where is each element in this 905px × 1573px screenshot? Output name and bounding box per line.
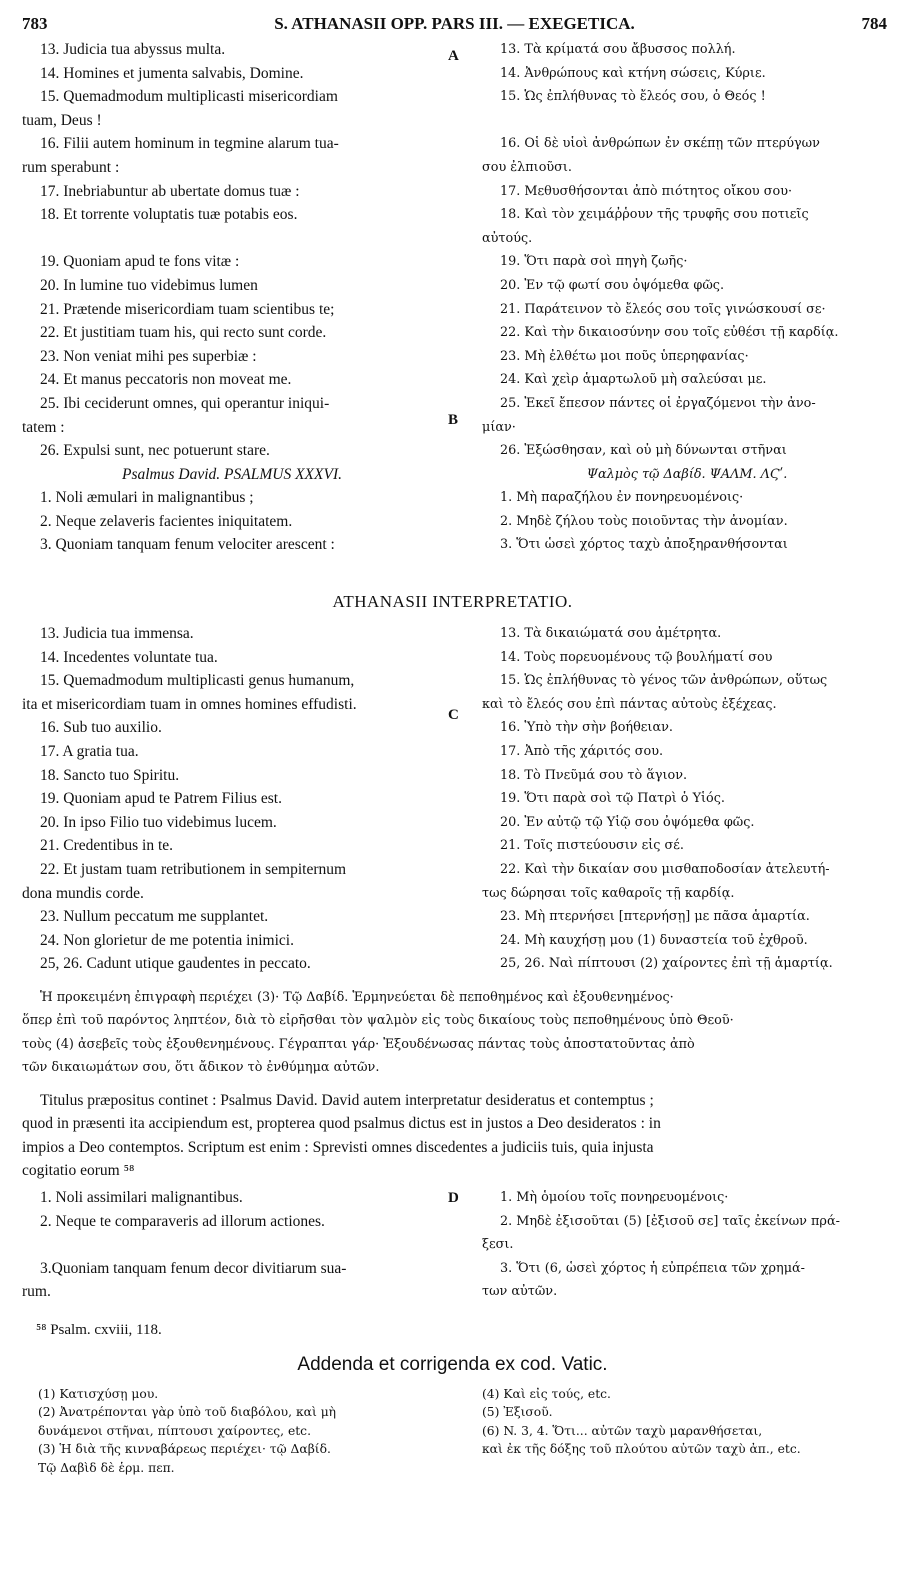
latin-commentary-paragraph <box>22 1089 884 1183</box>
psalm-latin-column <box>22 38 442 557</box>
text-line: 1. Noli assimilari malignantibus. <box>40 1189 243 1206</box>
text-line: rum. <box>22 1283 51 1301</box>
text-line: 19. Ὅτι παρὰ σοὶ πηγὴ ζωῆς· <box>500 254 688 270</box>
psalm36-latin-column <box>22 1186 442 1304</box>
text-line: 23. Μὴ πτερνήσει [πτερνήσῃ] με πᾶσα ἁμαρτία. <box>500 909 810 925</box>
text-line: rum sperabunt : <box>22 158 120 176</box>
text-line <box>22 227 442 251</box>
text-line: (1) Κατισχύσῃ μου. <box>38 1387 159 1401</box>
text-line: (4) Καὶ εἰς τούς, etc. <box>482 1387 611 1401</box>
text-line: 3. Ὅτι (6, ὡσεὶ χόρτος ἡ εὐπρέπεια τῶν χρημά- <box>500 1260 805 1276</box>
addenda-heading: Addenda et corrigenda ex cod. Vatic. <box>297 1354 608 1375</box>
text-line: (3) Ἡ διὰ τῆς κινναβάρεως περιέχει· τῷ Δαβίδ. <box>38 1442 331 1457</box>
psalm-greek-column <box>482 38 892 557</box>
text-line: 15. Ὡς ἐπλήθυνας τὸ ἔλεός σου, ὁ Θεός ! <box>500 89 766 105</box>
text-line: αὐτούς. <box>482 230 533 246</box>
text-line: Psalmus David. PSALMUS XXXVI. <box>122 465 342 483</box>
margin-marker-b: B <box>448 412 459 428</box>
text-line: 19. Ὅτι παρὰ σοὶ τῷ Πατρὶ ὁ Υἱός. <box>500 791 725 807</box>
text-line: 22. Et justitiam tuam his, qui recto sunt corde. <box>40 324 327 342</box>
text-line: 19. Quoniam apud te fons vitæ : <box>40 253 240 271</box>
text-line: καὶ τὸ ἔλεός σου ἐπὶ πάντας αὐτοὺς ἐξέχεας. <box>482 696 777 712</box>
page-header <box>22 14 887 36</box>
text-line: 20. Ἐν τῷ φωτί σου ὀψόμεθα φῶς. <box>500 277 725 293</box>
text-line: 21. Credentibus in te. <box>40 837 174 855</box>
text-line: tuam, Deus ! <box>22 111 102 129</box>
text-line: 3. Quoniam tanquam fenum velociter arescent : <box>40 536 335 554</box>
text-line: 13. Judicia tua immensa. <box>40 625 194 642</box>
text-line <box>482 109 892 133</box>
text-line: ξεσι. <box>482 1237 514 1253</box>
text-line: ita et misericordiam tuam in omnes homines effudisti. <box>22 695 357 713</box>
addenda-right-column <box>482 1385 892 1459</box>
text-line: 17. Inebriabuntur ab ubertate domus tuæ : <box>40 182 300 200</box>
greek-commentary-paragraph <box>22 986 884 1080</box>
page-number-left: 783 <box>22 14 48 33</box>
text-line: 26. Expulsi sunt, nec potuerunt stare. <box>40 442 270 460</box>
text-line: 1. Noli æmulari in malignantibus ; <box>40 489 254 507</box>
text-line: 22. Καὶ τὴν δικαίαν σου μισθαποδοσίαν ἀτελευτή- <box>500 861 830 877</box>
text-line: tatem : <box>22 418 65 436</box>
text-line: ὅπερ ἐπὶ τοῦ παρόντος ληπτέον, διὰ τὸ εἰρῆσθαι τὸν ψαλμὸν εἰς τοὺς δικαίους τοὺς πεποθημένους ὑπὸ Θεοῦ· <box>22 1013 734 1029</box>
text-line: 20. Ἐν αὐτῷ τῷ Υἱῷ σου ὀψόμεθα φῶς. <box>500 814 755 830</box>
text-line: 22. Καὶ τὴν δικαιοσύνην σου τοῖς εὐθέσι τῇ καρδίᾳ. <box>500 325 839 341</box>
text-line: 14. Homines et jumenta salvabis, Domine. <box>40 64 304 82</box>
text-line: δυνάμενοι στῆναι, πίπτουσι χαίροντες, etc. <box>38 1423 311 1438</box>
text-line: (6) N. 3, 4. Ὅτι... αὐτῶν ταχὺ μαρανθήσεται, <box>482 1423 763 1438</box>
text-line: 15. Quemadmodum multiplicasti misericordiam <box>40 88 338 106</box>
text-line: 18. Sancto tuo Spiritu. <box>40 766 180 784</box>
text-line: 17. A gratia tua. <box>40 742 139 760</box>
text-line: 23. Nullum peccatum me supplantet. <box>40 908 269 926</box>
text-line: τῶν δικαιωμάτων σου, ὅτι ἄδικον τὸ ἐνθύμημα αὐτῶν. <box>22 1060 380 1076</box>
text-line: Ψαλμὸς τῷ Δαβίδ. ΨΑΛΜ. ΛϚʹ. <box>586 466 788 482</box>
text-line: 25, 26. Ναὶ πίπτουσι (2) χαίροντες ἐπὶ τῇ ἁμαρτίᾳ. <box>500 956 833 972</box>
interpretation-greek-column <box>482 622 892 976</box>
text-line: 23. Non veniat mihi pes superbiæ : <box>40 347 257 365</box>
text-line: 21. Παράτεινον τὸ ἔλεός σου τοῖς γινώσκουσί σε· <box>500 301 826 317</box>
page-number-right: 784 <box>861 14 887 33</box>
text-line: 25. Ibi ceciderunt omnes, qui operantur iniqui- <box>40 394 330 412</box>
text-line: 16. Sub tuo auxilio. <box>40 719 162 737</box>
margin-marker-d: D <box>448 1190 459 1206</box>
text-line: 16. Οἱ δὲ υἱοὶ ἀνθρώπων ἐν σκέπῃ τῶν πτερύγων <box>500 136 820 152</box>
text-line: 13. Τὰ δικαιώματά σου ἀμέτρητα. <box>500 626 722 641</box>
text-line: 18. Et torrente voluptatis tuæ potabis eos. <box>40 206 298 224</box>
text-line: 3. Ὅτι ὡσεὶ χόρτος ταχὺ ἀποξηρανθήσονται <box>500 537 788 553</box>
text-line: 13. Judicia tua abyssus multa. <box>40 41 226 58</box>
text-line: τοὺς (4) ἀσεβεῖς τοὺς ἐξουθενημένους. Γέγραπται γάρ· Ἐξουδένωσας πάντας τοὺς ἀποστατοῦντας ἀπὸ <box>22 1036 695 1052</box>
text-line: 23. Μὴ ἐλθέτω μοι ποῦς ὑπερηφανίας· <box>500 348 749 364</box>
text-line: 18. Καὶ τὸν χειμάῤῥουν τῆς τρυφῆς σου ποτιεῖς <box>500 207 809 223</box>
text-line: 2. Neque te comparaveris ad illorum actiones. <box>40 1212 325 1230</box>
margin-marker-a: A <box>448 48 459 64</box>
text-line: 17. Μεθυσθήσονται ἀπὸ πιότητος οἴκου σου· <box>500 183 793 199</box>
text-line: 1. Μὴ παραζήλου ἐν πονηρευομένοις· <box>500 490 744 506</box>
text-line: 3.Quoniam tanquam fenum decor divitiarum sua- <box>40 1259 347 1277</box>
text-line: 21. Τοῖς πιστεύουσιν εἰς σέ. <box>500 838 684 854</box>
text-line: καὶ ἐκ τῆς δόξης τοῦ πλούτου αὐτῶν ταχὺ ἀπ., etc. <box>482 1442 801 1457</box>
text-line: 20. In ipso Filio tuo videbimus lucem. <box>40 813 277 831</box>
text-line: dona mundis corde. <box>22 884 144 902</box>
text-line: τως δώρησαι τοῖς καθαροῖς τῇ καρδίᾳ. <box>482 885 735 901</box>
text-line: των αὐτῶν. <box>482 1284 558 1300</box>
text-line: Τῷ Δαβὶδ δὲ ἑρμ. πεπ. <box>38 1460 175 1475</box>
text-line: quod in præsenti ita accipiendum est, propterea quod psalmus dictus est in justos a Deo desideratos : in <box>22 1115 661 1133</box>
text-line: 1. Μὴ ὁμοίου τοῖς πονηρευομένοις· <box>500 1190 729 1205</box>
interpretation-heading: ATHANASII INTERPRETATIO. <box>332 592 573 611</box>
running-title: S. ATHANASII OPP. PARS III. — EXEGETICA. <box>274 14 635 33</box>
text-line: impios a Deo contemptos. Scriptum est enim : Sprevisti omnes discedentes a judiciis tuis, quia injusta <box>22 1138 654 1156</box>
text-line: 15. Ὡς ἐπλήθυνας τὸ γένος τῶν ἀνθρώπων, οὕτως <box>500 673 828 689</box>
text-line: 24. Καὶ χεὶρ ἁμαρτωλοῦ μὴ σαλεύσαι με. <box>500 372 767 388</box>
text-line: 13. Τὰ κρίματά σου ἄβυσσος πολλή. <box>500 42 736 57</box>
text-line: cogitatio eorum ⁵⁸ <box>22 1162 135 1180</box>
text-line: 26. Ἐξώσθησαν, καὶ οὐ μὴ δύνωνται στῆναι <box>500 443 787 459</box>
text-line: 15. Quemadmodum multiplicasti genus humanum, <box>40 672 355 690</box>
text-line: 2. Neque zelaveris facientes iniquitatem. <box>40 512 293 530</box>
text-line: μίαν· <box>482 419 516 435</box>
text-line: 18. Τὸ Πνεῦμά σου τὸ ἅγιον. <box>500 767 688 783</box>
text-line <box>22 1233 442 1257</box>
text-line: 24. Μὴ καυχήσῃ μου (1) δυναστεία τοῦ ἐχθροῦ. <box>500 932 808 948</box>
text-line: 25. Ἐκεῖ ἔπεσον πάντες οἱ ἐργαζόμενοι τὴν ἀνο- <box>500 395 816 411</box>
interpretation-latin-column <box>22 622 442 976</box>
text-line: 25, 26. Cadunt utique gaudentes in peccato. <box>40 955 311 973</box>
addenda-left-column <box>38 1385 458 1477</box>
text-line: 24. Et manus peccatoris non moveat me. <box>40 371 292 389</box>
text-line: 2. Μηδὲ ἐξισοῦται (5) [ἐξισοῦ σε] ταῖς ἐκείνων πρά- <box>500 1213 840 1229</box>
text-line: 20. In lumine tuo videbimus lumen <box>40 276 258 294</box>
text-line: σου ἐλπιοῦσι. <box>482 159 572 175</box>
text-line: (5) Ἐξισοῦ. <box>482 1405 553 1420</box>
text-line: 19. Quoniam apud te Patrem Filius est. <box>40 790 282 808</box>
text-line: 16. Ὑπὸ τὴν σὴν βοήθειαν. <box>500 720 673 736</box>
footnote: ⁵⁸ Psalm. cxviii, 118. <box>36 1322 162 1338</box>
text-line: 22. Et justam tuam retributionem in sempiternum <box>40 860 347 878</box>
text-line: (2) Ἀνατρέπονται γὰρ ὑπὸ τοῦ διαβόλου, καὶ μὴ <box>38 1405 337 1420</box>
text-line: Ἡ προκειμένη ἐπιγραφὴ περιέχει (3)· Τῷ Δαβίδ. Ἑρμηνεύεται δὲ πεποθημένος καὶ ἐξουθενημένος· <box>40 990 674 1005</box>
margin-marker-c: C <box>448 707 459 723</box>
text-line: 14. Τοὺς πορευομένους τῷ βουλήματί σου <box>500 649 773 665</box>
psalm36-greek-column <box>482 1186 892 1304</box>
text-line: 14. Ἀνθρώπους καὶ κτήνη σώσεις, Κύριε. <box>500 65 766 81</box>
text-line: 14. Incedentes voluntate tua. <box>40 648 218 666</box>
text-line: 16. Filii autem hominum in tegmine alarum tua- <box>40 135 339 153</box>
text-line: 17. Ἀπὸ τῆς χάριτός σου. <box>500 743 664 759</box>
text-line: 21. Prætende misericordiam tuam scientibus te; <box>40 300 335 318</box>
text-line: Titulus præpositus continet : Psalmus David. David autem interpretatur desideratus et contemptus ; <box>40 1092 654 1109</box>
text-line: 24. Non glorietur de me potentia inimici. <box>40 931 294 949</box>
text-line: 2. Μηδὲ ζήλου τοὺς ποιοῦντας τὴν ἀνομίαν. <box>500 513 788 529</box>
